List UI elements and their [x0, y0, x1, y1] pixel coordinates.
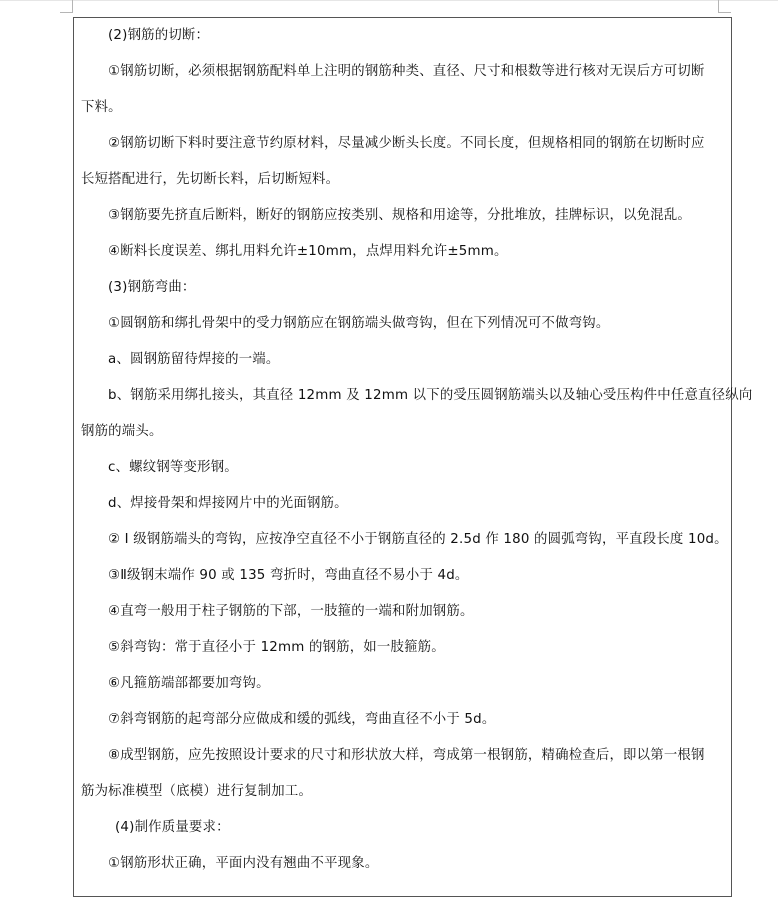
paragraph-line: 钢筋的端头。	[81, 424, 163, 439]
paragraph-line: b、钢筋采用绑扎接头，其直径 12mm 及 12mm 以下的受压圆钢筋端头以及轴心受压构件中任意直径纵向	[108, 388, 753, 403]
paragraph-line: ③钢筋要先挤直后断料，断好的钢筋应按类别、规格和用途等，分批堆放，挂牌标识，以免混乱。	[108, 208, 692, 223]
paragraph-line: ①钢筋形状正确，平面内没有翘曲不平现象。	[108, 856, 379, 871]
paragraph-line: c、螺纹钢等变形钢。	[108, 460, 238, 475]
paragraph-line: a、圆钢筋留待焊接的一端。	[108, 352, 280, 367]
paragraph-line: ④断料长度误差、绑扎用料允许±10mm，点焊用料允许±5mm。	[108, 244, 508, 259]
page-top-rule	[0, 0, 778, 1]
paragraph-line: ①钢筋切断，必须根据钢筋配料单上注明的钢筋种类、直径、尺寸和根数等进行核对无误后方可切断	[108, 64, 705, 79]
paragraph-line: ⑧成型钢筋，应先按照设计要求的尺寸和形状放大样，弯成第一根钢筋，精确检查后，即以第一根钢	[108, 748, 705, 763]
paragraph-line: 筋为标准模型（底模）进行复制加工。	[81, 784, 313, 799]
paragraph-line: 下料。	[81, 100, 122, 115]
paragraph-line: ①圆钢筋和绑扎骨架中的受力钢筋应在钢筋端头做弯钩，但在下列情况可不做弯钩。	[108, 316, 610, 331]
paragraph-line: ⑤斜弯钩：常于直径小于 12mm 的钢筋，如一肢箍筋。	[108, 640, 445, 655]
paragraph-line: ⑥凡箍筋端部都要加弯钩。	[108, 676, 270, 691]
section-heading-cutting: (2)钢筋的切断：	[108, 28, 210, 43]
section-heading-bending: (3)钢筋弯曲：	[108, 280, 196, 295]
section-heading-quality: (4)制作质量要求：	[115, 820, 230, 835]
paragraph-line: ② I 级钢筋端头的弯钩，应按净空直径不小于钢筋直径的 2.5d 作 180 的圆弧弯钩，平直段长度 10d。	[108, 532, 728, 547]
paragraph-line: ②钢筋切断下料时要注意节约原材料，尽量减少断头长度。不同长度，但规格相同的钢筋在切断时应	[108, 136, 705, 151]
paragraph-line: 长短搭配进行，先切断长料，后切断短料。	[81, 172, 340, 187]
paragraph-line: ④直弯一般用于柱子钢筋的下部，一肢箍的一端和附加钢筋。	[108, 604, 474, 619]
paragraph-line: ⑦斜弯钢筋的起弯部分应做成和缓的弧线，弯曲直径不小于 5d。	[108, 712, 496, 727]
paragraph-line: d、焊接骨架和焊接网片中的光面钢筋。	[108, 496, 348, 511]
margin-corner-mark-left	[60, 0, 73, 13]
margin-corner-mark-right	[718, 0, 731, 13]
paragraph-line: ③Ⅱ级钢末端作 90 或 135 弯折时，弯曲直径不易小于 4d。	[108, 568, 469, 583]
